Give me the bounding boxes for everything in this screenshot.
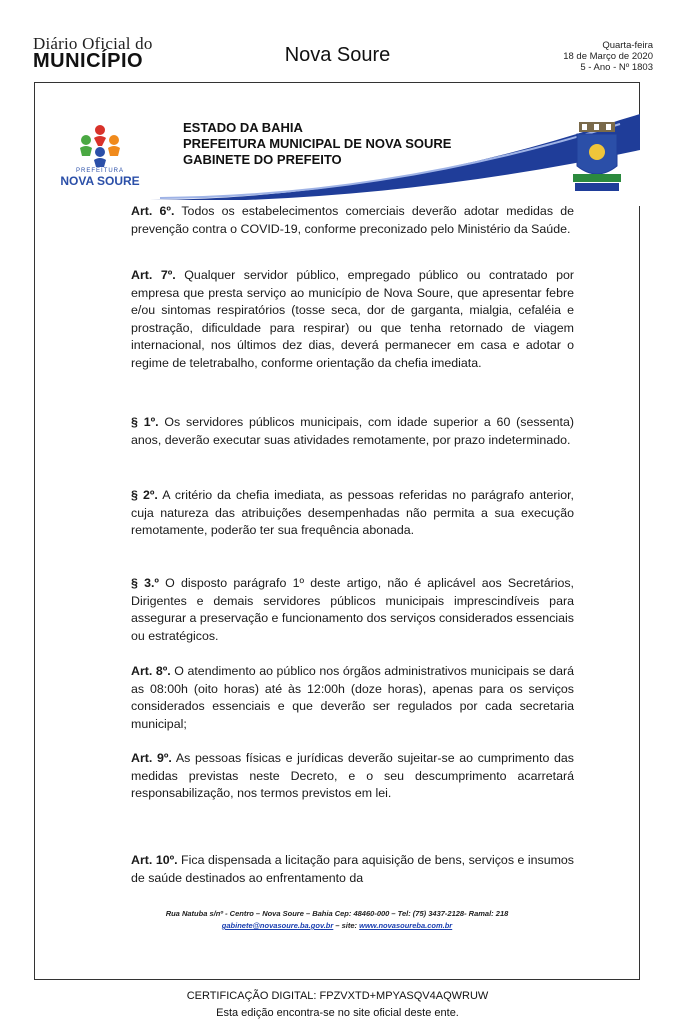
- address-footer: [34, 908, 640, 932]
- brand-title-top: Diário Oficial do: [33, 34, 153, 53]
- paragraph-text: Fica dispensada a licitação para aquisição de bens, serviços e insumos de saúde destinados ao enfrentamento da: [131, 853, 574, 885]
- paragraph-text: Os servidores públicos municipais, com idade superior a 60 (sessenta) anos, deverão executar suas atividades remotamente, por prazo indeterminado.: [131, 415, 574, 447]
- paragraph-lead: Art. 8º.: [131, 664, 171, 678]
- paragraph: [131, 575, 574, 645]
- paragraph-text: Qualquer servidor público, empregado público ou contratado por empresa que presta serviço ao município de Nova Soure, que apresentar febre e/ou sintomas respiratórios (tosse seca, dor de garganta, mialgia, cefaléia e prostração, dificuldade para respirar) ou que tenha retornado de viagem internacional, nos últimos dez dias, deverá permanecer em casa e adotar o regime de teletrabalho, conforme orientação da chefia imediata.: [131, 268, 575, 370]
- masthead: [0, 0, 675, 80]
- paragraph-text: Todos os estabelecimentos comerciais deverão adotar medidas de prevenção contra o COVID-19, conforme preconizado pelo Ministério da Saúde.: [131, 204, 574, 236]
- logo-caption-small: PREFEITURA: [75, 168, 124, 174]
- digital-certification: CERTIFICAÇÃO DIGITAL: FPZVXTD+MPYASQV4AQWRUW: [186, 990, 489, 1002]
- site-label: – site:: [333, 921, 360, 930]
- paragraph-lead: § 2º.: [131, 488, 158, 502]
- paragraph-text: O atendimento ao público nos órgãos administrativos municipais se dará as 08:00h (oito horas) até às 12:00h (doze horas), apenas para os serviços considerados essenciais e que deverão ser regulados por cada secretaria municipal;: [131, 664, 574, 731]
- paragraph-lead: Art. 9º.: [131, 751, 172, 765]
- paragraph-lead: Art. 6º.: [131, 204, 175, 218]
- paragraph: [131, 203, 574, 238]
- edition-date: 18 de Março de 2020: [563, 51, 653, 62]
- paragraph: [131, 414, 574, 449]
- brand-title-bottom: MUNICÍPIO: [33, 50, 144, 72]
- edition-weekday: Quarta-feira: [602, 40, 653, 51]
- paragraph-lead: Art. 10º.: [131, 853, 178, 867]
- colorful-people-logo-icon: [50, 120, 150, 168]
- municipal-crest-icon: [573, 122, 621, 192]
- masthead-city: Nova Soure: [284, 44, 391, 66]
- edition-issue: 5 - Ano - Nº 1803: [580, 62, 653, 73]
- paragraph: [131, 750, 574, 803]
- paragraph-text: A critério da chefia imediata, as pessoas referidas no parágrafo anterior, cuja natureza das atribuições desempenhadas não permita a sua execução remotamente, poderão ter sua frequência abonada.: [131, 488, 574, 538]
- site-link[interactable]: www.novasoureba.com.br: [359, 921, 453, 930]
- paragraph: [131, 487, 574, 540]
- footer-address: Rua Natuba s/nº - Centro – Nova Soure – Bahia Cep: 48460-000 – Tel: (75) 3437-2128- Ramal: 218: [165, 909, 509, 918]
- email-link[interactable]: gabinete@novasoure.ba.gov.br: [221, 921, 334, 930]
- paragraph-lead: § 1º.: [131, 415, 159, 429]
- letterhead-state: ESTADO DA BAHIA: [183, 120, 303, 135]
- paragraph: [131, 663, 574, 733]
- letterhead-text: [183, 120, 451, 168]
- paragraph-text: O disposto parágrafo 1º deste artigo, não é aplicável aos Secretários, Dirigentes e demais servidores públicos municipais imprescindíveis para assegurar a preservação e funcionamento dos serviços considerados essenciais ou estratégicos.: [131, 576, 574, 643]
- paragraph-text: As pessoas físicas e jurídicas deverão sujeitar-se ao cumprimento das medidas previstas neste Decreto, e o seu descumprimento acarretará responsabilização, nos termos previstos em lei.: [131, 751, 574, 801]
- paragraph-lead: § 3.º: [131, 576, 159, 590]
- paragraph: [131, 267, 574, 373]
- letterhead-gabinete: GABINETE DO PREFEITO: [183, 152, 342, 167]
- edition-note: Esta edição encontra-se no site oficial deste ente.: [216, 1007, 459, 1019]
- prefeitura-logo: [50, 120, 150, 192]
- edition-info: [563, 40, 653, 73]
- letterhead-prefeitura: PREFEITURA MUNICIPAL DE NOVA SOURE: [183, 136, 452, 151]
- logo-caption: NOVA SOURE: [60, 174, 140, 188]
- footer-contacts: [34, 920, 640, 932]
- paragraph-lead: Art. 7º.: [131, 268, 176, 282]
- paragraph: [131, 852, 574, 887]
